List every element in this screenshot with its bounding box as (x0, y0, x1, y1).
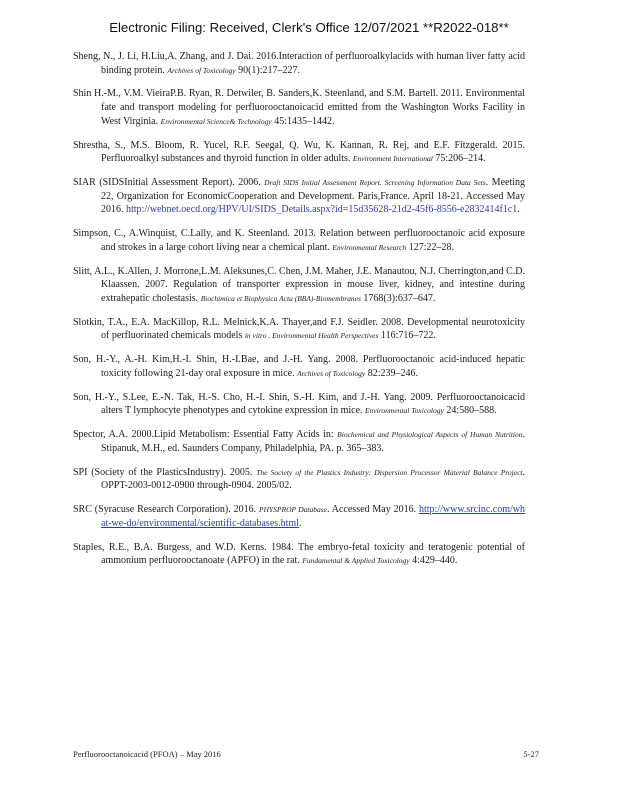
reference-citation: 75:206–214. (432, 153, 486, 165)
journal-title: The Society of the Plastics Industry: Dispersion Processor Material Balance Project (256, 467, 523, 477)
reference-citation: . Stipanuk, M.H., ed. Saunders Company, Philadelphia, PA. p. 365–383. (101, 429, 526, 454)
reference-list (73, 50, 525, 578)
journal-title: in vitro . Environmental Health Perspectives (244, 331, 379, 341)
reference-end: . (517, 204, 520, 216)
reference-text: Shrestha, S., M.S. Bloom, R. Yucel, R.F. Seegal, Q. Wu, K. Kannan, R. Rej, and E.F. Fitzgerald. 2015. Perfluoroalkyl substances and thyroid function in older adults. (73, 139, 525, 165)
journal-title: Environmental Science& Technology (160, 116, 272, 126)
footer-page-number: 5-27 (523, 749, 539, 759)
journal-title: Archives of Toxicology (167, 65, 236, 75)
journal-title: Biochimica et Biophysica Acta (BBA)-Biomembranes (200, 293, 361, 303)
journal-title: PHYSPROP Database (259, 505, 327, 515)
reference-entry (73, 466, 525, 493)
reference-citation: 82:239–246. (365, 367, 419, 379)
reference-entry (73, 50, 525, 77)
reference-text: SIAR (SIDSInitial Assessment Report). 2006. (73, 177, 265, 189)
reference-entry (73, 139, 525, 166)
reference-text: Simpson, C., A.Winquist, C.Lally, and K. Steenland. 2013. Relation between perfluorooctanoic acid exposure and strokes in a large cohort living near a chemical plant. (73, 228, 525, 253)
reference-text: Slitt, A.L., K.Allen, J. Morrone,L.M. Aleksunes,C. Chen, J.M. Maher, J.E. Manautou, N.J. Cherrington,and C.D. Klaassen. 2007. Regulation of transporter expression in mouse liver, kidney, and intestine during extrahepatic cholestasis. (73, 265, 525, 304)
journal-title: Environmental Toxicology (365, 406, 444, 416)
reference-entry (73, 503, 525, 530)
reference-citation: 45:1435–1442. (271, 115, 335, 127)
reference-text: Son, H.-Y., A.-H. Kim,H.-I. Shin, H.-I.Bae, and J.-H. Yang. 2008. Perfluorooctanoic acid-induced hepatic toxicity following 21-day oral exposure in mice. (73, 354, 525, 379)
srcinc-url-link[interactable]: http://www.srcinc.com/what-we-do/environmental/scientific-databases.html (101, 504, 525, 529)
reference-citation: . Meeting 22, Organization for EconomicCooperation and Development. Paris,France. April 18-21. Accessed May 2016. (101, 177, 525, 216)
reference-text: Staples, R.E., B.A. Burgess, and W.D. Kerns. 1984. The embryo-fetal toxicity and teratogenic potential of ammonium perfluorooctanoate (APFO) in the rat. (73, 541, 525, 567)
reference-entry (73, 87, 525, 128)
journal-title: Biochemical and Physiological Aspects of Human Nutrition (337, 430, 523, 440)
reference-citation: . Accessed May 2016. (326, 504, 419, 516)
journal-title: Draft SIDS Initial Assessment Report. Screening Information Data Sets (264, 178, 486, 188)
journal-title: Archives of Toxicology (297, 368, 366, 378)
reference-entry (73, 428, 525, 455)
reference-text: Sheng, N., J. Li, H.Liu,A. Zhang, and J. Dai. 2016.Interaction of perfluoroalkylacids with human liver fatty acid binding protein. (73, 51, 525, 76)
reference-citation: . OPPT-2003-0012-0900 through-0904. 2005/02. (101, 466, 525, 492)
reference-text: Son, H.-Y., S.Lee, E.-N. Tak, H.-S. Cho, H.-I. Shin, S.-H. Kim, and J.-H. Yang. 2009. Perfluorooctanoicacid alters T lymphocyte phenotypes and cytokine expression in mice. (73, 391, 525, 417)
reference-entry (73, 265, 525, 306)
reference-entry (73, 176, 525, 217)
reference-entry (73, 227, 525, 254)
footer-document-title: Perfluorooctanoicacid (PFOA) – May 2016 (73, 749, 221, 759)
reference-text: SPI (Society of the PlasticsIndustry). 2005. (73, 466, 257, 478)
oecd-url-link[interactable]: http://webnet.oecd.org/HPV/UI/SIDS_Details.aspx?id=15d35628-21d2-45f6-8556-e2832414f1c1 (126, 204, 518, 216)
reference-text: SRC (Syracuse Research Corporation). 2016. (73, 504, 259, 516)
reference-text: Spector, A.A. 2000.Lipid Metabolism: Essential Fatty Acids in: (73, 429, 338, 441)
filing-stamp-header: Electronic Filing: Received, Clerk's Office 12/07/2021 **R2022-018** (109, 20, 509, 35)
reference-text: Shin H.-M., V.M. VieiraP.B. Ryan, R. Detwiler, B. Sanders,K. Steenland, and S.M. Bartell. 2011. Environmental fate and transport modeling for perfluorooctanoicacid emitted from the Washington Works Facility in West Virginia. (73, 88, 525, 127)
journal-title: Fundamental & Applied Toxicology (302, 556, 410, 566)
reference-text: Slotkin, T.A., E.A. MacKillop, R.L. Melnick,K.A. Thayer,and F.J. Seidler. 2008. Developmental neurotoxicity of perfluorinated chemicals models (73, 316, 525, 342)
journal-title: Environment International (352, 154, 433, 164)
reference-end: . (298, 517, 302, 529)
reference-citation: 24:580–588. (443, 405, 497, 417)
reference-citation: 4:429–440. (409, 555, 458, 567)
reference-entry (73, 316, 525, 343)
reference-citation: 1768(3):637–647. (360, 292, 436, 304)
reference-citation: 116:716–722. (378, 330, 436, 342)
reference-entry (73, 541, 525, 568)
reference-entry (73, 391, 525, 418)
reference-citation: 127:22–28. (406, 241, 454, 253)
reference-entry (73, 353, 525, 380)
journal-title: Environmental Research (332, 242, 407, 252)
reference-citation: 90(1):217–227. (235, 64, 301, 76)
